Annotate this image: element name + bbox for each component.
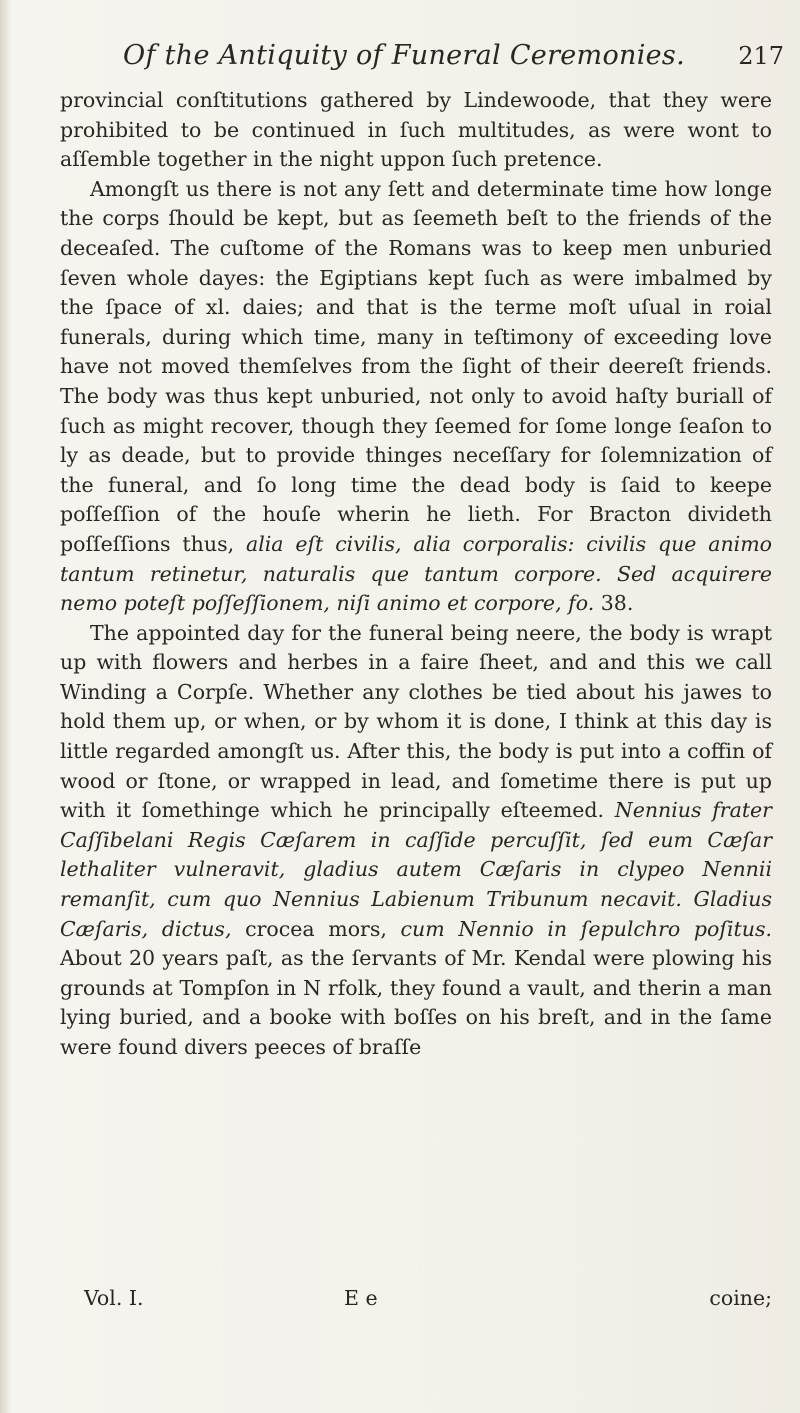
text-segment	[148, 917, 162, 941]
page-number: 217	[738, 42, 784, 70]
page-header	[24, 40, 784, 80]
italic-segment: alia eſt civilis, alia corporalis: civilis que animo tantum retinetur, naturalis que tantum corpore. Sed acquirere nemo poteſt poſſeſſionem, niſi animo et corpore,	[60, 531, 773, 616]
text-segment: About 20 years paſt, as the ſervants of Mr. Kendal were plowing his grounds at Tompſon in N rfolk, they found a vault, and therin a man lying buried, and a booke with boſſes on his breſt, and in the ſame were found divers peeces of braſſe	[60, 946, 772, 1059]
italic-segment: dictus,	[161, 916, 232, 941]
italic-segment: cum Nennio in ſepulchro poſitus.	[400, 916, 772, 941]
body-text	[60, 86, 772, 1063]
paragraph	[60, 619, 772, 1063]
text-segment: Amongſt us there is not any ſett and determinate time how longe the corps ſhould be kept, but as ſeemeth beſt to the friends of the deceaſed. The cuſtome of the Romans was to keep men unburied ſeven whole dayes: the Egiptians kept ſuch as were imbalmed by the ſpace of xl. daies; and that is the terme moſt uſual in roial funerals, during which time, many in teſtimony of exceeding love have not moved themſelves from the ſight of their deereſt friends. The body was thus kept unburied, not only to avoid haſty buriall of ſuch as might recover, though they ſeemed for ſome longe ſeaſon to ly as deade, but to provide thinges neceſſary for ſolemnization of the funeral, and ſo long time the dead body is ſaid to keepe poſſeſſion of the houſe wherin he lieth. For Bracton divideth poſſeſſions thus,	[60, 176, 772, 556]
paragraph	[60, 175, 772, 619]
running-title: Of the Antiquity of Funeral Ceremonies.	[123, 40, 685, 71]
italic-segment: Nennius frater Caſſibelani Regis Cæſarem in caſſide percuſſit, ſed eum Cæſar lethaliter vulneravit, gladius autem Cæſaris in clypeo Nennii remanſit, cum quo Nennius Labienum Tribunum necavit. Gladius Cæſaris,	[60, 798, 772, 941]
volume-mark: Vol. I.	[84, 1286, 144, 1310]
signature-mark: E e	[344, 1286, 378, 1310]
text-segment: 38.	[594, 591, 634, 616]
text-segment: provincial conſtitutions gathered by Lindewoode, that they were prohibited to be continued in ſuch multitudes, as were wont to aſſemble together in the night uppon ſuch pretence.	[60, 88, 772, 172]
page-footer	[64, 1286, 772, 1320]
text-segment: crocea mors,	[231, 916, 401, 941]
catchword: coine;	[709, 1286, 772, 1310]
text-segment: The appointed day for the funeral being neere, the body is wrapt up with flowers and herbes in a faire ſheet, and and this we call Winding a Corpſe. Whether any clothes be tied about his jawes to hold them up, or when, or by whom it is done, I think at this day is little regarded amongſt us. After this, the body is put into a coffin of wood or ſtone, or wrapped in lead, and ſometime there is put up with it ſomethinge which he principally eſteemed.	[60, 620, 772, 823]
italic-segment: fo.	[568, 591, 595, 616]
binding-shadow	[0, 0, 12, 1413]
paragraph	[60, 86, 772, 175]
